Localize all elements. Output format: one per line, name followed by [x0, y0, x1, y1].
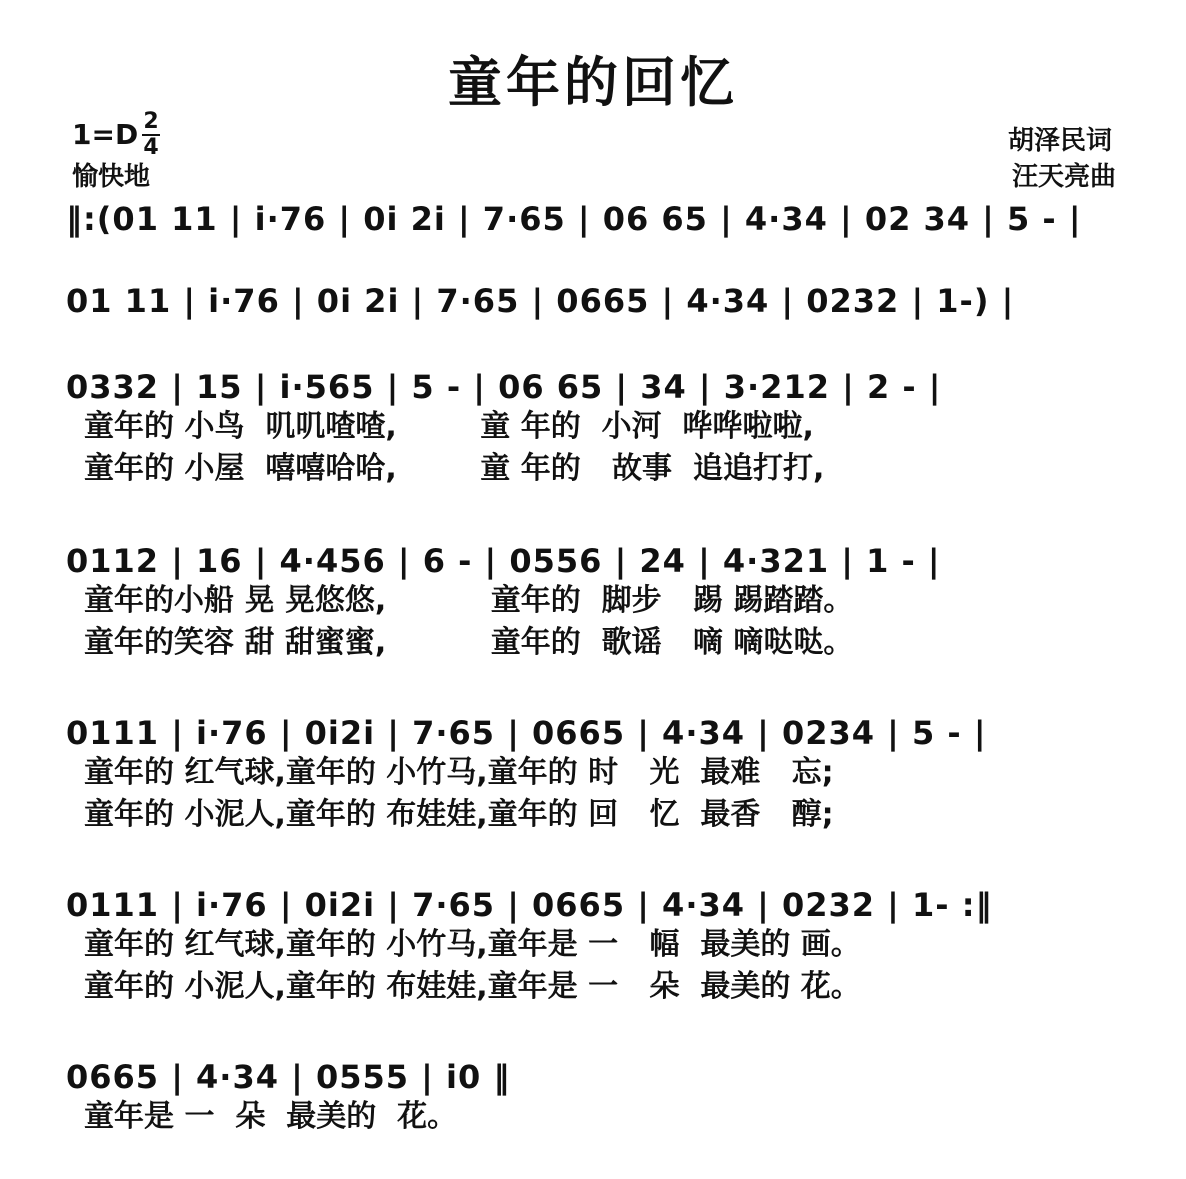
notation: ‖:(01 11 | i·76 | 0i 2i | 7·65 | 06 65 | 4·34 | 02 34 | 5 - | — [66, 200, 1082, 238]
lyricist-credit: 胡泽民词 — [1007, 126, 1112, 156]
notation: 0665 | 4·34 | 0555 | i0 ‖ — [66, 1058, 511, 1096]
lyric-verse-1: 童年是 一 朵 最美的 花。 — [84, 1099, 458, 1134]
meter-bottom: 4 — [143, 135, 159, 160]
tempo-marking: 愉快地 — [72, 162, 151, 192]
lyric-verse-1: 童年的 红气球,童年的 小竹马,童年的 时 光 最难 忘; — [84, 755, 834, 790]
score-line-5 — [66, 714, 1126, 836]
lyric-verse-2: 童年的 小泥人,童年的 布娃娃,童年是 一 朵 最美的 花。 — [84, 969, 861, 1004]
notation: 0111 | i·76 | 0i2i | 7·65 | 0665 | 4·34 | 0234 | 5 - | — [66, 714, 987, 752]
lyric-verse-1: 童年的 红气球,童年的 小竹马,童年是 一 幅 最美的 画。 — [84, 927, 861, 962]
meter-top: 2 — [143, 109, 159, 134]
lyric-verse-2: 童年的 小泥人,童年的 布娃娃,童年的 回 忆 最香 醇; — [84, 797, 834, 832]
notation: 0112 | 16 | 4·456 | 6 - | 0556 | 24 | 4·321 | 1 - | — [66, 542, 941, 580]
lyric-verse-2: 童年的笑容 甜 甜蜜蜜, 童年的 歌谣 嘀 嘀哒哒。 — [84, 625, 854, 660]
score-line-6 — [66, 886, 1126, 1008]
lyric-verse-2: 童年的 小屋 嘻嘻哈哈, 童 年的 故事 追追打打, — [84, 451, 825, 486]
notation: 01 11 | i·76 | 0i 2i | 7·65 | 0665 | 4·34 | 0232 | 1-) | — [66, 282, 1015, 320]
song-title: 童年的回忆 — [448, 51, 738, 114]
score-line-3 — [66, 368, 1126, 490]
time-signature — [142, 109, 160, 160]
lyric-verse-1: 童年的 小鸟 叽叽喳喳, 童 年的 小河 哗哗啦啦, — [84, 409, 814, 444]
lyric-verse-1: 童年的小船 晃 晃悠悠, 童年的 脚步 踢 踢踏踏。 — [84, 583, 854, 618]
composer-credit: 汪天亮曲 — [1011, 162, 1116, 192]
key-signature: 1=D — [72, 118, 139, 151]
score-line-7 — [66, 1058, 1126, 1138]
notation: 0332 | 15 | i·565 | 5 - | 06 65 | 34 | 3·212 | 2 - | — [66, 368, 942, 406]
notation: 0111 | i·76 | 0i2i | 7·65 | 0665 | 4·34 | 0232 | 1- :‖ — [66, 886, 993, 924]
score-line-2 — [66, 282, 1126, 320]
score-line-4 — [66, 542, 1126, 664]
score-line-1 — [66, 200, 1126, 238]
